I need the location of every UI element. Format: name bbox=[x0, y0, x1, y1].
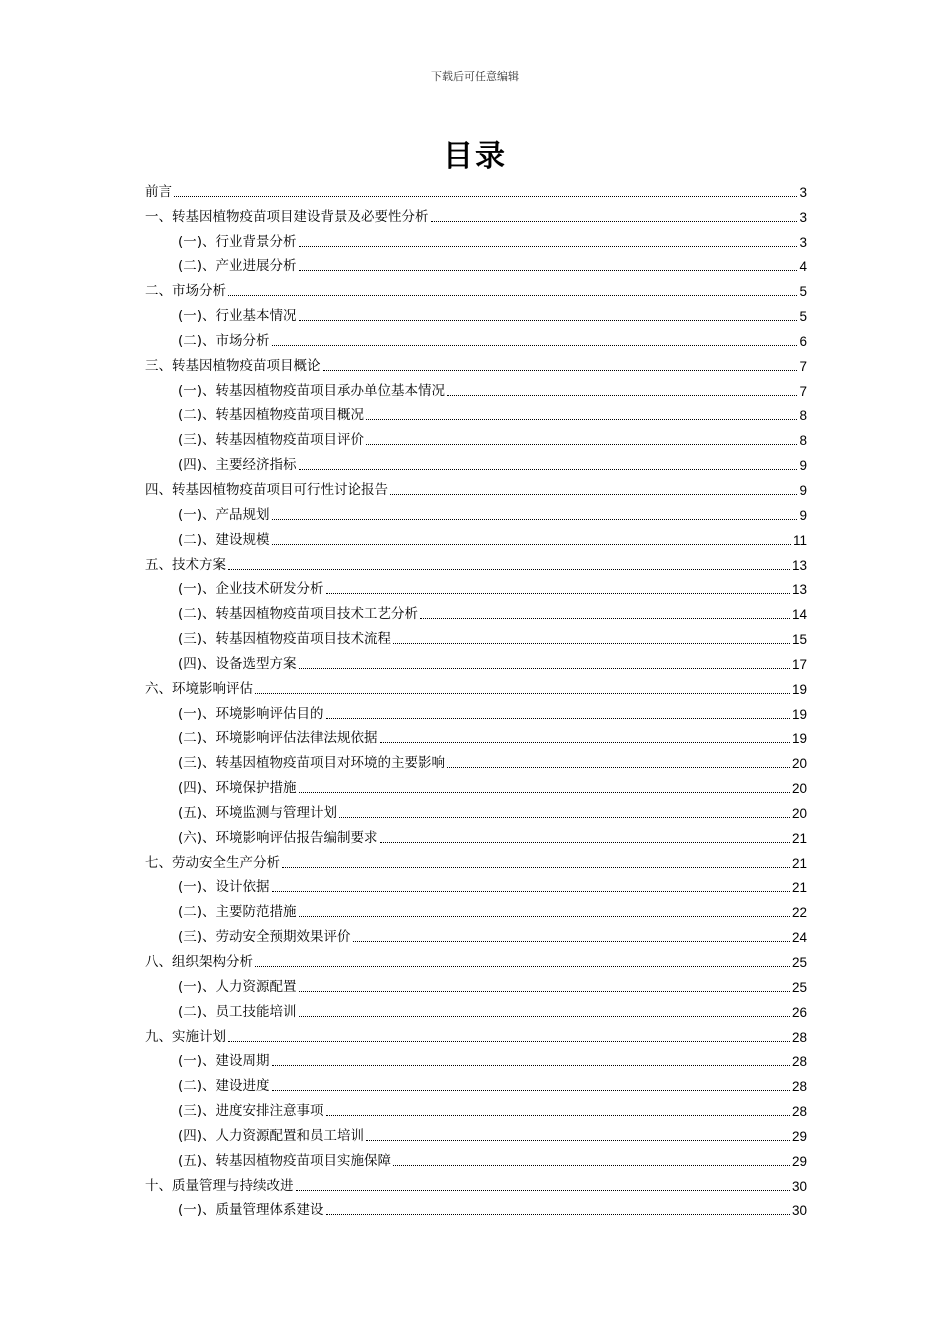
toc-entry-page: 7 bbox=[799, 383, 807, 399]
toc-entry-label: (一)、设计依据 bbox=[178, 879, 270, 896]
toc-entry-page: 25 bbox=[791, 979, 807, 995]
toc-leader-dots bbox=[431, 221, 798, 222]
toc-leader-dots bbox=[255, 966, 790, 967]
toc-entry[interactable] bbox=[145, 896, 807, 921]
toc-entry-page: 20 bbox=[791, 756, 807, 772]
toc-leader-dots bbox=[282, 867, 790, 868]
toc-entry[interactable] bbox=[145, 872, 807, 897]
toc-entry[interactable] bbox=[145, 325, 807, 350]
toc-entry[interactable] bbox=[145, 375, 807, 400]
toc-leader-dots bbox=[380, 842, 790, 843]
toc-entry[interactable] bbox=[145, 623, 807, 648]
toc-entry[interactable] bbox=[145, 474, 807, 499]
toc-entry-page: 20 bbox=[791, 805, 807, 821]
toc-entry-page: 19 bbox=[791, 706, 807, 722]
toc-entry[interactable] bbox=[145, 1195, 807, 1220]
toc-entry-page: 13 bbox=[791, 582, 807, 598]
toc-leader-dots bbox=[272, 1090, 790, 1091]
toc-leader-dots bbox=[299, 991, 790, 992]
toc-entry-label: (二)、主要防范措施 bbox=[178, 904, 297, 921]
toc-entry-label: 九、实施计划 bbox=[145, 1028, 226, 1045]
toc-entry[interactable] bbox=[145, 449, 807, 474]
toc-entry[interactable] bbox=[145, 524, 807, 549]
toc-entry-label: (三)、劳动安全预期效果评价 bbox=[178, 929, 351, 946]
toc-entry-label: (二)、市场分析 bbox=[178, 332, 270, 349]
toc-entry-page: 5 bbox=[799, 309, 807, 325]
toc-entry-page: 15 bbox=[791, 632, 807, 648]
toc-entry-page: 4 bbox=[799, 259, 807, 275]
toc-entry-page: 24 bbox=[791, 930, 807, 946]
toc-entry[interactable] bbox=[145, 574, 807, 599]
toc-entry-label: (一)、转基因植物疫苗项目承办单位基本情况 bbox=[178, 382, 446, 399]
toc-entry-page: 21 bbox=[791, 880, 807, 896]
toc-leader-dots bbox=[299, 792, 790, 793]
toc-entry-page: 8 bbox=[799, 408, 807, 424]
toc-entry-label: (三)、进度安排注意事项 bbox=[178, 1103, 324, 1120]
toc-leader-dots bbox=[420, 618, 790, 619]
toc-leader-dots bbox=[339, 817, 790, 818]
toc-entry-page: 3 bbox=[799, 184, 807, 200]
toc-entry[interactable] bbox=[145, 300, 807, 325]
toc-entry-label: (二)、产业进展分析 bbox=[178, 258, 297, 275]
toc-leader-dots bbox=[272, 544, 791, 545]
toc-leader-dots bbox=[228, 569, 790, 570]
toc-leader-dots bbox=[296, 1190, 790, 1191]
toc-entry-label: (四)、环境保护措施 bbox=[178, 780, 297, 797]
toc-entry[interactable] bbox=[145, 747, 807, 772]
toc-entry-label: 八、组织架构分析 bbox=[145, 954, 253, 970]
toc-leader-dots bbox=[366, 444, 797, 445]
toc-leader-dots bbox=[323, 370, 798, 371]
toc-entry-page: 26 bbox=[791, 1004, 807, 1020]
toc-entry[interactable] bbox=[145, 251, 807, 276]
toc-entry-page: 21 bbox=[791, 855, 807, 871]
toc-entry[interactable] bbox=[145, 549, 807, 574]
toc-leader-dots bbox=[272, 891, 790, 892]
toc-leader-dots bbox=[390, 494, 797, 495]
toc-entry-label: (二)、环境影响评估法律法规依据 bbox=[178, 730, 378, 747]
toc-entry-label: (一)、质量管理体系建设 bbox=[178, 1202, 324, 1219]
toc-entry[interactable] bbox=[145, 946, 807, 971]
toc-leader-dots bbox=[393, 643, 790, 644]
toc-entry-page: 30 bbox=[791, 1203, 807, 1219]
toc-entry-page: 20 bbox=[791, 781, 807, 797]
toc-entry-page: 9 bbox=[799, 458, 807, 474]
toc-entry-label: 一、转基因植物疫苗项目建设背景及必要性分析 bbox=[145, 208, 429, 225]
toc-leader-dots bbox=[299, 320, 798, 321]
toc-entry-label: (三)、转基因植物疫苗项目评价 bbox=[178, 432, 365, 449]
toc-entry[interactable] bbox=[145, 1120, 807, 1145]
toc-leader-dots bbox=[299, 916, 790, 917]
toc-entry[interactable] bbox=[145, 201, 807, 226]
toc-entry-page: 13 bbox=[791, 557, 807, 573]
toc-entry-page: 8 bbox=[799, 433, 807, 449]
toc-entry-label: 五、技术方案 bbox=[145, 556, 226, 573]
toc-entry-label: (六)、环境影响评估报告编制要求 bbox=[178, 829, 378, 846]
toc-leader-dots bbox=[299, 469, 798, 470]
toc-entry[interactable] bbox=[145, 1145, 807, 1170]
toc-entry-label: (一)、行业背景分析 bbox=[178, 233, 297, 250]
toc-entry[interactable] bbox=[145, 673, 807, 698]
toc-entry-label: 二、市场分析 bbox=[145, 283, 226, 300]
toc-entry[interactable] bbox=[145, 1070, 807, 1095]
toc-leader-dots bbox=[174, 196, 797, 197]
toc-leader-dots bbox=[380, 742, 790, 743]
toc-entry[interactable] bbox=[145, 772, 807, 797]
toc-entry[interactable] bbox=[145, 1170, 807, 1195]
toc-entry-page: 9 bbox=[799, 482, 807, 498]
toc-entry-label: (三)、转基因植物疫苗项目对环境的主要影响 bbox=[178, 755, 446, 772]
toc-entry-page: 28 bbox=[791, 1029, 807, 1045]
toc-leader-dots bbox=[366, 1140, 790, 1141]
toc-leader-dots bbox=[255, 693, 790, 694]
toc-entry-label: (一)、行业基本情况 bbox=[178, 308, 297, 325]
toc-entry[interactable] bbox=[145, 921, 807, 946]
toc-entry[interactable] bbox=[145, 996, 807, 1021]
toc-entry[interactable] bbox=[145, 424, 807, 449]
toc-entry[interactable] bbox=[145, 822, 807, 847]
toc-entry-label: (五)、转基因植物疫苗项目实施保障 bbox=[178, 1152, 392, 1169]
page-header: 下载后可任意编辑 bbox=[431, 70, 519, 83]
toc-entry-label: (二)、建设进度 bbox=[178, 1078, 270, 1095]
toc-entry-label: 七、劳动安全生产分析 bbox=[145, 854, 280, 871]
toc-leader-dots bbox=[299, 1016, 790, 1017]
toc-leader-dots bbox=[447, 767, 790, 768]
toc-leader-dots bbox=[326, 593, 790, 594]
table-of-contents bbox=[145, 176, 807, 1219]
toc-entry-label: (一)、建设周期 bbox=[178, 1053, 270, 1070]
toc-leader-dots bbox=[272, 519, 798, 520]
toc-entry-label: 前言 bbox=[145, 183, 172, 200]
toc-entry[interactable] bbox=[145, 226, 807, 251]
toc-entry-page: 29 bbox=[791, 1128, 807, 1144]
toc-entry-label: (一)、企业技术研发分析 bbox=[178, 581, 324, 598]
toc-entry-page: 25 bbox=[791, 955, 807, 970]
toc-entry-page: 29 bbox=[791, 1153, 807, 1169]
toc-entry-page: 6 bbox=[799, 333, 807, 349]
toc-entry-label: (二)、员工技能培训 bbox=[178, 1003, 297, 1020]
toc-leader-dots bbox=[228, 1041, 790, 1042]
toc-entry-page: 5 bbox=[799, 284, 807, 300]
toc-entry[interactable] bbox=[145, 350, 807, 375]
toc-entry-page: 9 bbox=[799, 507, 807, 523]
toc-leader-dots bbox=[272, 1065, 790, 1066]
toc-entry-label: 十、质量管理与持续改进 bbox=[145, 1177, 294, 1194]
toc-entry-label: (四)、设备选型方案 bbox=[178, 655, 297, 672]
toc-entry-label: 四、转基因植物疫苗项目可行性讨论报告 bbox=[145, 481, 388, 498]
toc-entry-label: (一)、产品规划 bbox=[178, 506, 270, 523]
toc-entry-label: (三)、转基因植物疫苗项目技术流程 bbox=[178, 631, 392, 648]
toc-entry-label: (一)、环境影响评估目的 bbox=[178, 705, 324, 722]
toc-leader-dots bbox=[326, 1214, 790, 1215]
toc-entry[interactable] bbox=[145, 971, 807, 996]
toc-entry-page: 14 bbox=[791, 607, 807, 623]
toc-entry-label: 三、转基因植物疫苗项目概论 bbox=[145, 357, 321, 374]
toc-entry-page: 30 bbox=[791, 1178, 807, 1194]
toc-entry-label: (四)、人力资源配置和员工培训 bbox=[178, 1127, 365, 1144]
toc-entry[interactable] bbox=[145, 723, 807, 748]
toc-entry-page: 11 bbox=[792, 532, 807, 548]
toc-leader-dots bbox=[272, 345, 798, 346]
toc-leader-dots bbox=[326, 718, 790, 719]
toc-entry-page: 17 bbox=[791, 656, 807, 672]
toc-leader-dots bbox=[228, 295, 797, 296]
toc-entry-page: 22 bbox=[791, 905, 807, 921]
toc-entry-page: 21 bbox=[791, 830, 807, 846]
toc-leader-dots bbox=[447, 395, 797, 396]
toc-leader-dots bbox=[393, 1165, 790, 1166]
toc-leader-dots bbox=[326, 1115, 790, 1116]
toc-entry[interactable] bbox=[145, 176, 807, 201]
toc-entry-label: (二)、转基因植物疫苗项目技术工艺分析 bbox=[178, 606, 419, 623]
toc-entry[interactable] bbox=[145, 598, 807, 623]
toc-entry-label: (二)、转基因植物疫苗项目概况 bbox=[178, 407, 365, 424]
toc-entry[interactable] bbox=[145, 400, 807, 425]
page-title: 目录 bbox=[443, 139, 507, 174]
toc-entry[interactable] bbox=[145, 499, 807, 524]
toc-entry-page: 28 bbox=[791, 1104, 807, 1120]
toc-entry[interactable] bbox=[145, 797, 807, 822]
toc-entry[interactable] bbox=[145, 1095, 807, 1120]
toc-entry[interactable] bbox=[145, 847, 807, 872]
toc-entry-page: 19 bbox=[791, 681, 807, 697]
toc-entry-label: (四)、主要经济指标 bbox=[178, 457, 297, 474]
toc-leader-dots bbox=[299, 668, 790, 669]
toc-entry-label: (五)、环境监测与管理计划 bbox=[178, 804, 338, 821]
toc-entry-page: 3 bbox=[799, 209, 807, 225]
toc-entry-page: 19 bbox=[791, 731, 807, 747]
toc-leader-dots bbox=[366, 419, 797, 420]
toc-entry[interactable] bbox=[145, 1021, 807, 1046]
toc-entry[interactable] bbox=[145, 648, 807, 673]
toc-entry[interactable] bbox=[145, 275, 807, 300]
toc-entry-page: 28 bbox=[791, 1079, 807, 1095]
toc-leader-dots bbox=[353, 941, 790, 942]
toc-leader-dots bbox=[299, 246, 798, 247]
toc-entry[interactable] bbox=[145, 1046, 807, 1071]
toc-entry-label: (一)、人力资源配置 bbox=[178, 978, 297, 995]
toc-leader-dots bbox=[299, 270, 798, 271]
toc-entry-page: 3 bbox=[799, 234, 807, 250]
toc-entry-page: 7 bbox=[799, 358, 807, 374]
toc-entry-label: (二)、建设规模 bbox=[178, 531, 270, 548]
toc-entry[interactable] bbox=[145, 698, 807, 723]
toc-entry-label: 六、环境影响评估 bbox=[145, 680, 253, 697]
toc-entry-page: 28 bbox=[791, 1054, 807, 1070]
